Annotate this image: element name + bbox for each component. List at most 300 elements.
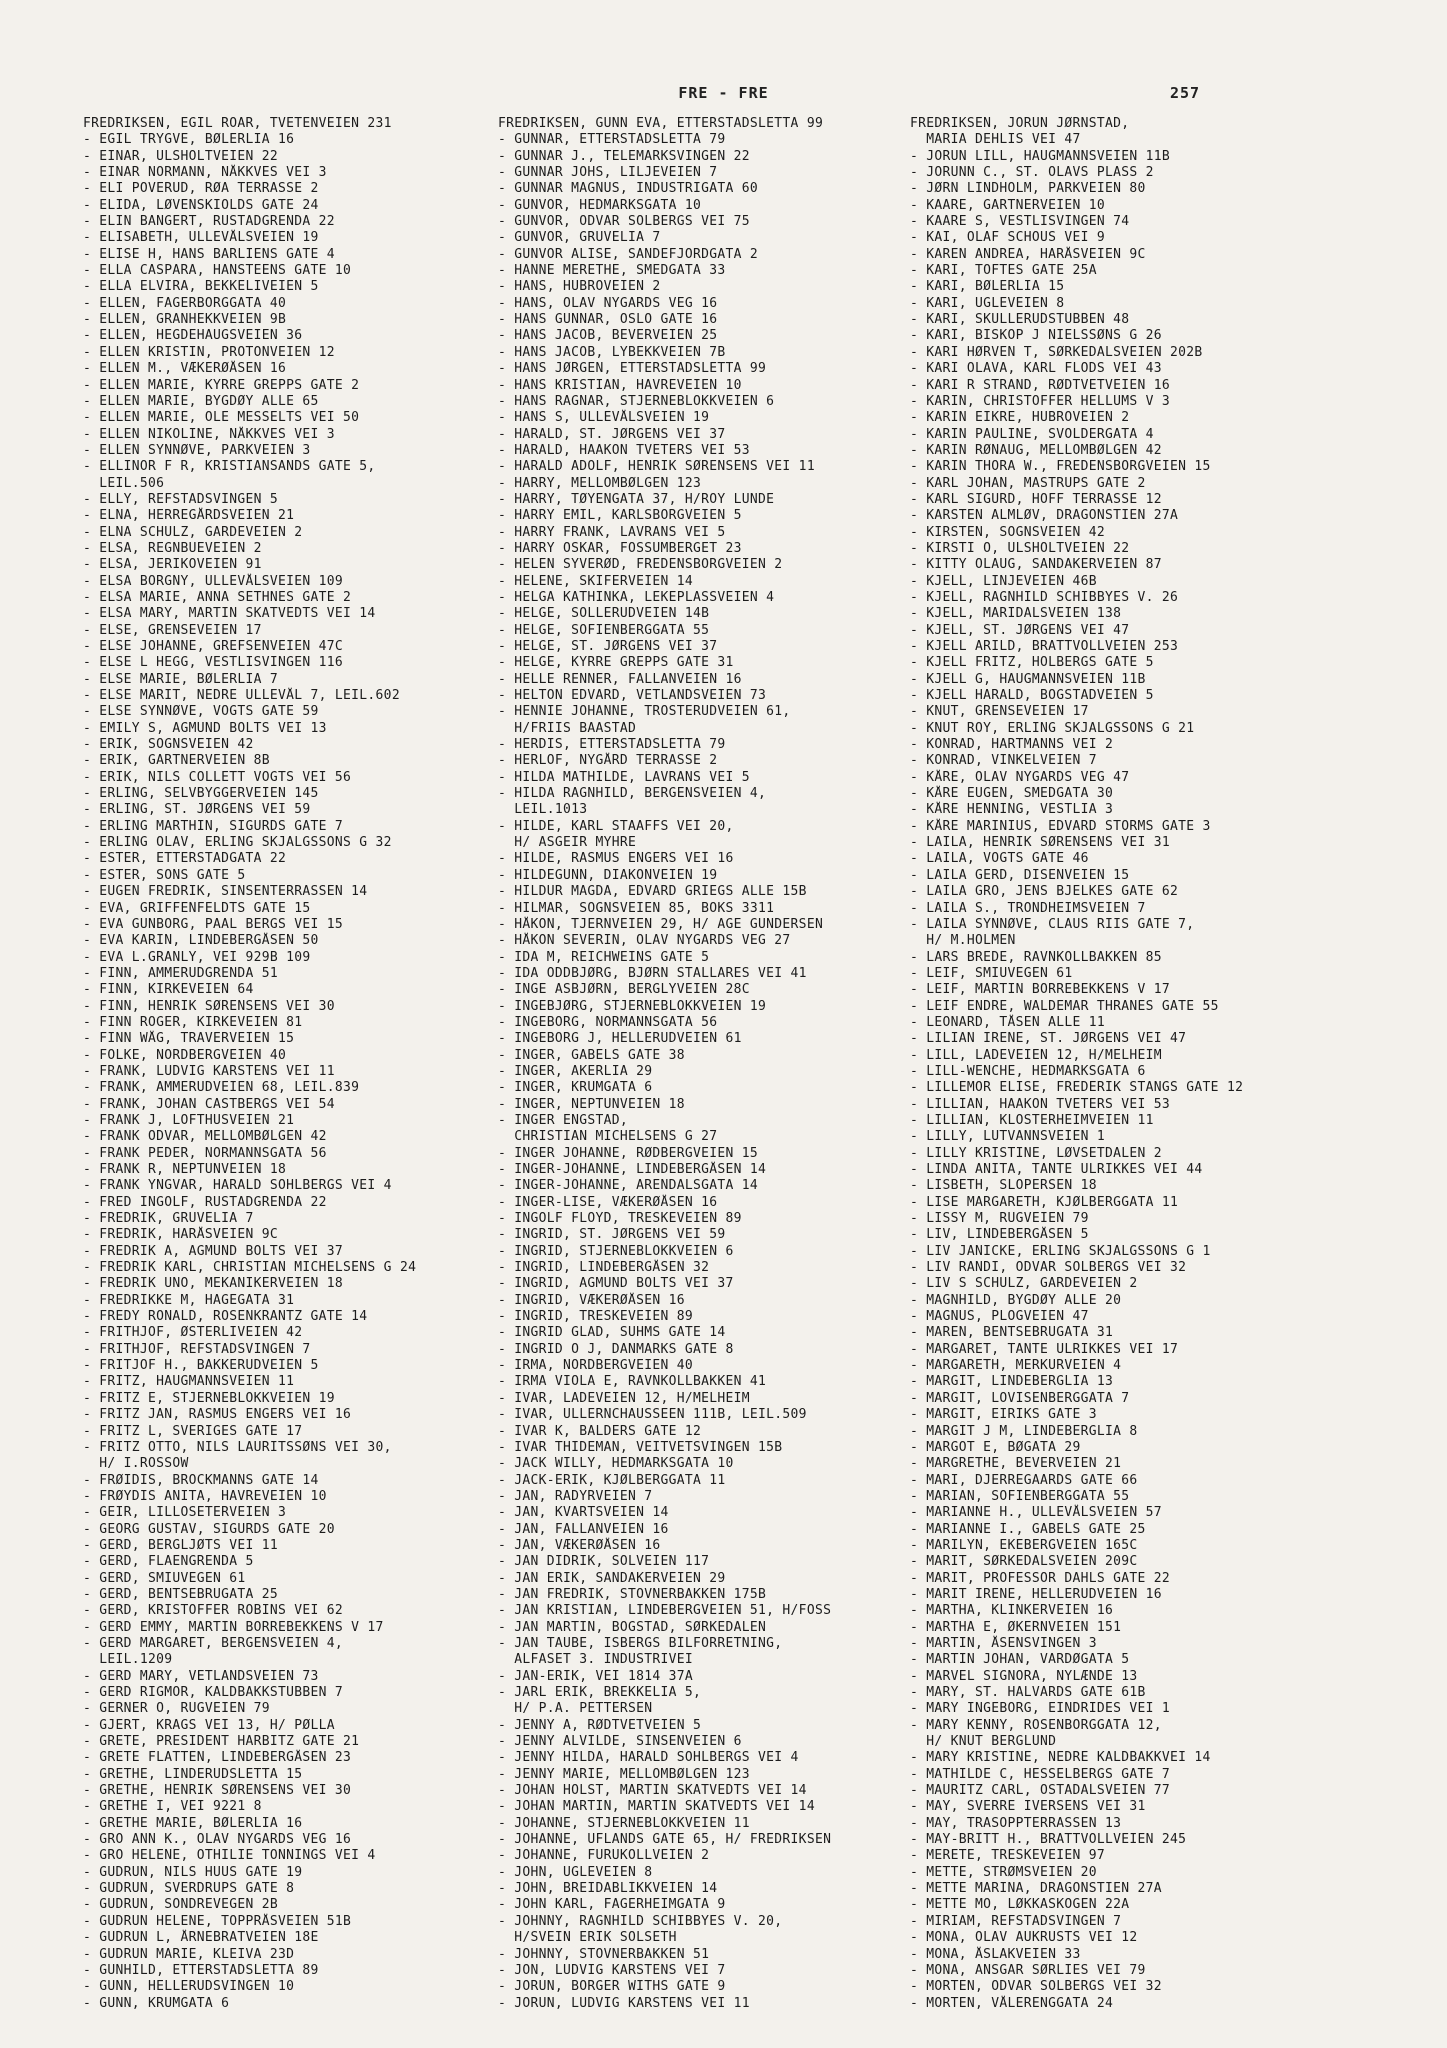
directory-entry: - EVA KARIN, LINDEBERGÅSEN 50 bbox=[83, 932, 319, 949]
directory-entry: - GUDRUN, SONDREVEGEN 2B bbox=[83, 1897, 279, 1913]
directory-entry: - METTE MO, LØKKASKOGEN 22A bbox=[910, 1897, 1130, 1913]
directory-entry: - KJELL, ST. JØRGENS VEI 47 bbox=[910, 622, 1130, 638]
directory-entry: - GUDRUN, SVERDRUPS GATE 8 bbox=[83, 1880, 295, 1897]
directory-entry: - JOHN KARL, FAGERHEIMGATA 9 bbox=[498, 1897, 726, 1913]
directory-entry: - FRANK R, NEPTUNVEIEN 18 bbox=[83, 1161, 287, 1178]
directory-entry: - FRANK, LUDVIG KARSTENS VEI 11 bbox=[83, 1063, 335, 1080]
directory-entry: - ERIK, NILS COLLETT VOGTS VEI 56 bbox=[83, 769, 352, 786]
directory-entry: - HERLOF, NYGÅRD TERRASSE 2 bbox=[498, 752, 718, 769]
directory-entry: - JOHAN MARTIN, MARTIN SKATVEDTS VEI 14 bbox=[498, 1798, 815, 1815]
directory-entry: - GRETHE, LINDERUDSLETTA 15 bbox=[83, 1766, 303, 1783]
directory-entry: - HELLE RENNER, FALLANVEIEN 16 bbox=[498, 671, 742, 688]
directory-entry: - ELLINOR F R, KRISTIANSANDS GATE 5, bbox=[83, 458, 376, 475]
directory-entry: - FREDRIKKE M, HAGEGATA 31 bbox=[83, 1292, 295, 1309]
directory-entry: - LINDA ANITA, TANTE ULRIKKES VEI 44 bbox=[910, 1161, 1203, 1178]
directory-entry: - MARIT IRENE, HELLERUDVEIEN 16 bbox=[910, 1586, 1162, 1603]
directory-entry: - FRITZ OTTO, NILS LAURITSSØNS VEI 30, bbox=[83, 1439, 392, 1456]
directory-entry: - HELGE, SOFIENBERGGATA 55 bbox=[498, 622, 710, 638]
directory-entry: - MONA, ÅSLAKVEIEN 33 bbox=[910, 1946, 1081, 1962]
directory-entry: - JORUN LILL, HAUGMANNSVEIEN 11B bbox=[910, 148, 1171, 165]
directory-entry: - JAN, KVARTSVEIEN 14 bbox=[498, 1504, 669, 1521]
directory-entry: - GEIR, LILLOSETERVEIEN 3 bbox=[83, 1504, 287, 1521]
directory-entry: - HELEN SYVERØD, FREDENSBORGVEIEN 2 bbox=[498, 556, 783, 573]
directory-entry: LEIL.1209 bbox=[83, 1651, 173, 1668]
directory-entry: - INGER-LISE, VÆKERØÅSEN 16 bbox=[498, 1194, 718, 1211]
directory-entry: - KARIN RØNAUG, MELLOMBØLGEN 42 bbox=[910, 442, 1162, 459]
directory-entry: - EMILY S, AGMUND BOLTS VEI 13 bbox=[83, 720, 327, 737]
directory-entry: - MARGARETH, MERKURVEIEN 4 bbox=[910, 1357, 1122, 1374]
directory-entry: - LILLIAN, HAAKON TVETERS VEI 53 bbox=[910, 1096, 1171, 1112]
directory-entry: - IVAR THIDEMAN, VEITVETSVINGEN 15B bbox=[498, 1439, 783, 1456]
directory-entry: - JORUN, BORGER WITHS GATE 9 bbox=[498, 1978, 726, 1995]
directory-entry: - MARTIN JOHAN, VARDØGATA 5 bbox=[910, 1651, 1130, 1668]
directory-entry: - FOLKE, NORDBERGVEIEN 40 bbox=[83, 1047, 287, 1063]
directory-entry: - JACK-ERIK, KJØLBERGGATA 11 bbox=[498, 1472, 726, 1488]
directory-entry: - HANS KRISTIAN, HAVREVEIEN 10 bbox=[498, 377, 742, 393]
directory-entry: - KITTY OLAUG, SANDAKERVEIEN 87 bbox=[910, 556, 1162, 573]
directory-entry: FREDRIKSEN, EGIL ROAR, TVETENVEIEN 231 bbox=[83, 115, 392, 132]
directory-entry: - HARRY OSKAR, FOSSUMBERGET 23 bbox=[498, 540, 742, 557]
directory-entry: - GERD, BENTSEBRUGATA 25 bbox=[83, 1586, 279, 1603]
directory-entry: - GERD, KRISTOFFER ROBINS VEI 62 bbox=[83, 1602, 344, 1619]
directory-entry: - HÅKON SEVERIN, OLAV NYGARDS VEG 27 bbox=[498, 932, 791, 949]
directory-entry: - FRØYDIS ANITA, HAVREVEIEN 10 bbox=[83, 1488, 327, 1505]
directory-entry: - KARI OLAVA, KARL FLODS VEI 43 bbox=[910, 360, 1162, 377]
directory-entry: - ELI POVERUD, RØA TERRASSE 2 bbox=[83, 180, 319, 197]
directory-entry: - KARIN EIKRE, HUBROVEIEN 2 bbox=[910, 409, 1130, 426]
directory-entry: FREDRIKSEN, GUNN EVA, ETTERSTADSLETTA 99 bbox=[498, 115, 824, 132]
directory-entry: - HANS JACOB, BEVERVEIEN 25 bbox=[498, 328, 718, 344]
directory-entry: - FRANK ODVAR, MELLOMBØLGEN 42 bbox=[83, 1128, 327, 1145]
directory-entry: - INGEBORG J, HELLERUDVEIEN 61 bbox=[498, 1030, 742, 1047]
directory-entry: - INGRID, VÆKERØÅSEN 16 bbox=[498, 1292, 685, 1309]
directory-entry: - GUDRUN MARIE, KLEIVA 23D bbox=[83, 1946, 295, 1962]
directory-entry: ALFASET 3. INDUSTRIVEI bbox=[498, 1651, 694, 1668]
directory-entry: - FRANK J, LOFTHUSVEIEN 21 bbox=[83, 1112, 295, 1129]
directory-entry: - KJELL FRITZ, HOLBERGS GATE 5 bbox=[910, 654, 1154, 671]
directory-entry: - FRITJOF H., BAKKERUDVEIEN 5 bbox=[83, 1357, 319, 1374]
directory-entry: - GUNN, HELLERUDSVINGEN 10 bbox=[83, 1978, 295, 1995]
directory-entry: - KARSTEN ALMLØV, DRAGONSTIEN 27A bbox=[910, 507, 1179, 524]
directory-entry: - HELGE, KYRRE GREPPS GATE 31 bbox=[498, 654, 734, 671]
directory-entry: - JAN TAUBE, ISBERGS BILFORRETNING, bbox=[498, 1635, 783, 1652]
directory-entry: - MORTEN, ODVAR SOLBERGS VEI 32 bbox=[910, 1978, 1162, 1995]
directory-entry: H/ P.A. PETTERSEN bbox=[498, 1700, 653, 1717]
directory-entry: - FRANK, AMMERUDVEIEN 68, LEIL.839 bbox=[83, 1079, 360, 1096]
directory-entry: - MARTIN, ÅSENSVINGEN 3 bbox=[910, 1635, 1097, 1652]
directory-entry: - HILDUR MAGDA, EDVARD GRIEGS ALLE 15B bbox=[498, 883, 807, 900]
directory-entry: - KJELL ARILD, BRATTVOLLVEIEN 253 bbox=[910, 638, 1179, 655]
directory-entry: - KNUT ROY, ERLING SKJALGSSONS G 21 bbox=[910, 720, 1195, 737]
directory-entry: - JAN MARTIN, BOGSTAD, SØRKEDALEN bbox=[498, 1619, 767, 1635]
directory-entry: - EVA, GRIFFENFELDTS GATE 15 bbox=[83, 900, 311, 916]
directory-entry: - KJELL, RAGNHILD SCHIBBYES V. 26 bbox=[910, 589, 1179, 606]
directory-entry: - MARGIT, LOVISENBERGGATA 7 bbox=[910, 1390, 1130, 1407]
directory-entry: - MAY, TRASOPPTERRASSEN 13 bbox=[910, 1815, 1122, 1832]
directory-entry: - ERIK, GARTNERVEIEN 8B bbox=[83, 752, 270, 769]
directory-entry: - JACK WILLY, HEDMARKSGATA 10 bbox=[498, 1455, 734, 1472]
directory-entry: - GUNHILD, ETTERSTADSLETTA 89 bbox=[83, 1962, 319, 1979]
directory-entry: - ELLEN MARIE, KYRRE GREPPS GATE 2 bbox=[83, 377, 360, 393]
directory-entry: - FINN, HENRIK SØRENSENS VEI 30 bbox=[83, 998, 335, 1014]
directory-entry: - JAN, RADYRVEIEN 7 bbox=[498, 1488, 653, 1505]
directory-entry: - GRO HELENE, OTHILIE TONNINGS VEI 4 bbox=[83, 1848, 376, 1864]
directory-entry: - ELLEN M., VÆKERØÅSEN 16 bbox=[83, 360, 287, 377]
directory-entry: - GERD EMMY, MARTIN BORREBEKKENS V 17 bbox=[83, 1619, 384, 1635]
directory-entry: - HARRY, MELLOMBØLGEN 123 bbox=[498, 475, 702, 491]
directory-entry: - ELSE MARIE, BØLERLIA 7 bbox=[83, 671, 279, 688]
directory-entry: - FRANK, JOHAN CASTBERGS VEI 54 bbox=[83, 1096, 335, 1112]
directory-entry: - FRITHJOF, ØSTERLIVEIEN 42 bbox=[83, 1325, 303, 1341]
directory-entry: - KJELL, LINJEVEIEN 46B bbox=[910, 573, 1097, 589]
directory-entry: - MARGARET, TANTE ULRIKKES VEI 17 bbox=[910, 1341, 1179, 1358]
directory-entry: - MARY KENNY, ROSENBORGGATA 12, bbox=[910, 1717, 1162, 1734]
directory-entry: - GUDRUN L, ÅRNEBRATVEIEN 18E bbox=[83, 1929, 319, 1946]
directory-entry: - INGOLF FLOYD, TRESKEVEIEN 89 bbox=[498, 1210, 742, 1227]
directory-entry: - GUNNAR J., TELEMARKSVINGEN 22 bbox=[498, 148, 750, 165]
directory-entry: - LIV JANICKE, ERLING SKJALGSSONS G 1 bbox=[910, 1243, 1211, 1260]
directory-entry: - INGER-JOHANNE, LINDEBERGÅSEN 14 bbox=[498, 1161, 767, 1178]
directory-entry: - ERLING, ST. JØRGENS VEI 59 bbox=[83, 802, 311, 818]
directory-entry: - GERD RIGMOR, KALDBAKKSTUBBEN 7 bbox=[83, 1684, 344, 1701]
directory-entry: - HILDE, KARL STAAFFS VEI 20, bbox=[498, 818, 734, 835]
directory-entry: - INGRID, ST. JØRGENS VEI 59 bbox=[498, 1226, 726, 1243]
directory-entry: - MARTHA E, ØKERNVEIEN 151 bbox=[910, 1619, 1122, 1635]
directory-entry: - EINAR, ULSHOLTVEIEN 22 bbox=[83, 148, 279, 165]
directory-entry: - LEIF, SMIUVEGEN 61 bbox=[910, 965, 1073, 982]
directory-entry: - KAREN ANDREA, HARÅSVEIEN 9C bbox=[910, 246, 1146, 263]
directory-entry: H/ ASGEIR MYHRE bbox=[498, 834, 637, 851]
directory-entry: - FRITHJOF, REFSTADSVINGEN 7 bbox=[83, 1341, 311, 1358]
directory-entry: - KARIN THORA W., FREDENSBORGVEIEN 15 bbox=[910, 458, 1211, 475]
directory-entry: - GEORG GUSTAV, SIGURDS GATE 20 bbox=[83, 1521, 335, 1537]
directory-entry: - FRØIDIS, BROCKMANNS GATE 14 bbox=[83, 1472, 319, 1488]
directory-entry: - ELSE JOHANNE, GREFSENVEIEN 47C bbox=[83, 638, 344, 655]
directory-entry: - HARRY EMIL, KARLSBORGVEIEN 5 bbox=[498, 507, 742, 524]
directory-entry: - LAILA SYNNØVE, CLAUS RIIS GATE 7, bbox=[910, 916, 1195, 933]
directory-entry: - ESTER, ETTERSTADGATA 22 bbox=[83, 851, 287, 867]
directory-entry: - ELSE, GRENSEVEIEN 17 bbox=[83, 622, 262, 638]
directory-entry: - LIV, LINDEBERGÅSEN 5 bbox=[910, 1226, 1089, 1243]
directory-entry: - INGRID, LINDEBERGÅSEN 32 bbox=[498, 1259, 710, 1276]
directory-entry: - JOHANNE, STJERNEBLOKKVEIEN 11 bbox=[498, 1815, 750, 1832]
directory-entry: - LAILA GERD, DISENVEIEN 15 bbox=[910, 867, 1130, 884]
directory-entry: - MARIANNE H., ULLEVÅLSVEIEN 57 bbox=[910, 1504, 1162, 1521]
directory-entry: - HILDA RAGNHILD, BERGENSVEIEN 4, bbox=[498, 785, 767, 802]
directory-entry: - GRO ANN K., OLAV NYGARDS VEG 16 bbox=[83, 1831, 352, 1848]
directory-entry: - FRITZ JAN, RASMUS ENGERS VEI 16 bbox=[83, 1406, 352, 1423]
directory-entry: - HELTON EDVARD, VETLANDSVEIEN 73 bbox=[498, 687, 767, 704]
directory-entry: - IDA ODDBJØRG, BJØRN STALLARES VEI 41 bbox=[498, 965, 807, 982]
directory-entry: - HELGE, ST. JØRGENS VEI 37 bbox=[498, 638, 718, 655]
directory-entry: - GUDRUN, NILS HUUS GATE 19 bbox=[83, 1864, 303, 1881]
directory-entry: - ELLEN SYNNØVE, PARKVEIEN 3 bbox=[83, 442, 311, 459]
directory-entry: - FINN ROGER, KIRKEVEIEN 81 bbox=[83, 1014, 303, 1031]
directory-entry: - LIV S SCHULZ, GARDEVEIEN 2 bbox=[910, 1275, 1138, 1292]
directory-entry: - MORTEN, VÅLERENGGATA 24 bbox=[910, 1995, 1114, 2011]
directory-entry: - LISE MARGARETH, KJØLBERGGATA 11 bbox=[910, 1194, 1179, 1211]
directory-entry: - EUGEN FREDRIK, SINSENTERRASSEN 14 bbox=[83, 883, 368, 900]
directory-entry: - INGRID, AGMUND BOLTS VEI 37 bbox=[498, 1275, 734, 1292]
directory-entry: - GUDRUN HELENE, TOPPRÅSVEIEN 51B bbox=[83, 1913, 352, 1930]
directory-entry: - MARI, DJERREGAARDS GATE 66 bbox=[910, 1472, 1138, 1488]
directory-entry: - LILLY KRISTINE, LØVSETDALEN 2 bbox=[910, 1145, 1162, 1161]
directory-entry: - HELENE, SKIFERVEIEN 14 bbox=[498, 573, 694, 589]
directory-entry: - JORUN, LUDVIG KARSTENS VEI 11 bbox=[498, 1995, 750, 2011]
directory-entry: - HÅKON, TJERNVEIEN 29, H/ AGE GUNDERSEN bbox=[498, 916, 824, 933]
directory-entry: - HILDEGUNN, DIAKONVEIEN 19 bbox=[498, 867, 718, 884]
directory-entry: - MARVEL SIGNORA, NYLÆNDE 13 bbox=[910, 1668, 1138, 1684]
directory-entry: - HARRY, TØYENGATA 37, H/ROY LUNDE bbox=[498, 491, 775, 508]
directory-entry: - KÅRE EUGEN, SMEDGATA 30 bbox=[910, 785, 1114, 802]
directory-entry: - GUNVOR ALISE, SANDEFJORDGATA 2 bbox=[498, 246, 759, 263]
directory-entry: - IDA M, REICHWEINS GATE 5 bbox=[498, 949, 710, 965]
directory-entry: - JENNY HILDA, HARALD SOHLBERGS VEI 4 bbox=[498, 1749, 799, 1766]
directory-entry: - FREDY RONALD, ROSENKRANTZ GATE 14 bbox=[83, 1308, 368, 1325]
directory-entry: - MARTHA, KLINKERVEIEN 16 bbox=[910, 1602, 1114, 1619]
directory-entry: - HANS, HUBROVEIEN 2 bbox=[498, 279, 661, 295]
directory-column-3 bbox=[910, 116, 1320, 2012]
directory-entry: - ELNA SCHULZ, GARDEVEIEN 2 bbox=[83, 524, 303, 540]
directory-entry: - FREDRIK A, AGMUND BOLTS VEI 37 bbox=[83, 1243, 344, 1260]
directory-entry: - FINN, AMMERUDGRENDA 51 bbox=[83, 965, 279, 982]
directory-entry: - MONA, ANSGAR SØRLIES VEI 79 bbox=[910, 1962, 1146, 1979]
directory-entry: - MARY KRISTINE, NEDRE KALDBAKKVEI 14 bbox=[910, 1749, 1211, 1766]
directory-entry: - LAILA, HENRIK SØRENSENS VEI 31 bbox=[910, 834, 1171, 851]
directory-entry: H/SVEIN ERIK SOLSETH bbox=[498, 1929, 677, 1946]
directory-entry: - ELSA BORGNY, ULLEVÅLSVEIEN 109 bbox=[83, 573, 344, 589]
directory-entry: - LAILA, VOGTS GATE 46 bbox=[910, 851, 1089, 867]
directory-entry: - ELLY, REFSTADSVINGEN 5 bbox=[83, 491, 279, 508]
directory-entry: - KARI, SKULLERUDSTUBBEN 48 bbox=[910, 311, 1130, 328]
directory-entry: - KARL JOHAN, MASTRUPS GATE 2 bbox=[910, 475, 1146, 491]
directory-entry: - INGRID, STJERNEBLOKKVEIEN 6 bbox=[498, 1243, 734, 1260]
directory-entry: - KIRSTI O, ULSHOLTVEIEN 22 bbox=[910, 540, 1130, 557]
directory-entry: - LARS BREDE, RAVNKOLLBAKKEN 85 bbox=[910, 949, 1162, 965]
directory-entry: - FINN WÅG, TRAVERVEIEN 15 bbox=[83, 1030, 295, 1047]
directory-entry: - KJELL G, HAUGMANNSVEIEN 11B bbox=[910, 671, 1146, 688]
directory-entry: - METTE, STRØMSVEIEN 20 bbox=[910, 1864, 1097, 1881]
directory-entry: - LAILA S., TRONDHEIMSVEIEN 7 bbox=[910, 900, 1146, 916]
directory-entry: - ERIK, SOGNSVEIEN 42 bbox=[83, 736, 254, 753]
directory-entry: - ELSA MARIE, ANNA SETHNES GATE 2 bbox=[83, 589, 352, 606]
directory-entry: - HANS S, ULLEVÅLSVEIEN 19 bbox=[498, 409, 710, 426]
directory-entry: - LIV RANDI, ODVAR SOLBERGS VEI 32 bbox=[910, 1259, 1187, 1276]
directory-entry: - JOHNNY, STOVNERBAKKEN 51 bbox=[498, 1946, 710, 1962]
directory-entry: - MARGIT, LINDEBERGLIA 13 bbox=[910, 1374, 1114, 1390]
directory-entry: - JENNY A, RØDTVETVEIEN 5 bbox=[498, 1717, 702, 1734]
directory-entry: - KONRAD, HARTMANNS VEI 2 bbox=[910, 736, 1114, 753]
directory-entry: - JAN, FALLANVEIEN 16 bbox=[498, 1521, 669, 1537]
directory-entry: - LEONARD, TÅSEN ALLE 11 bbox=[910, 1014, 1106, 1031]
directory-entry: - ELSE SYNNØVE, VOGTS GATE 59 bbox=[83, 703, 319, 720]
directory-entry: - IRMA VIOLA E, RAVNKOLLBAKKEN 41 bbox=[498, 1374, 767, 1390]
directory-entry: - JENNY ALVILDE, SINSENVEIEN 6 bbox=[498, 1733, 742, 1750]
directory-entry: - JOHN, BREIDABLIKKVEIEN 14 bbox=[498, 1880, 718, 1897]
directory-entry: - MAGNHILD, BYGDØY ALLE 20 bbox=[910, 1292, 1122, 1309]
directory-entry: - KNUT, GRENSEVEIEN 17 bbox=[910, 703, 1089, 720]
directory-entry: - IRMA, NORDBERGVEIEN 40 bbox=[498, 1357, 694, 1374]
directory-entry: - KAARE, GARTNERVEIEN 10 bbox=[910, 197, 1106, 214]
directory-entry: - HERDIS, ETTERSTADSLETTA 79 bbox=[498, 736, 726, 753]
directory-entry: - ELIDA, LØVENSKIOLDS GATE 24 bbox=[83, 197, 319, 214]
directory-entry: - MIRIAM, REFSTADSVINGEN 7 bbox=[910, 1913, 1122, 1930]
directory-entry: - JAN-ERIK, VEI 1814 37A bbox=[498, 1668, 694, 1684]
directory-entry: - INGER, KRUMGATA 6 bbox=[498, 1079, 653, 1096]
directory-entry: - GUNN, KRUMGATA 6 bbox=[83, 1995, 230, 2011]
directory-column-1 bbox=[83, 116, 493, 2012]
directory-entry: - INGRID O J, DANMARKS GATE 8 bbox=[498, 1341, 734, 1358]
directory-entry: - INGRID, TRESKEVEIEN 89 bbox=[498, 1308, 694, 1325]
directory-entry: - ERLING, SELVBYGGERVEIEN 145 bbox=[83, 785, 319, 802]
directory-entry: - JON, LUDVIG KARSTENS VEI 7 bbox=[498, 1962, 726, 1979]
directory-entry: - ELLEN, HEGDEHAUGSVEIEN 36 bbox=[83, 328, 303, 344]
directory-entry: - MARGRETHE, BEVERVEIEN 21 bbox=[910, 1455, 1122, 1472]
directory-entry: - INGER JOHANNE, RØDBERGVEIEN 15 bbox=[498, 1145, 759, 1161]
directory-entry: - MAURITZ CARL, OSTADALSVEIEN 77 bbox=[910, 1782, 1171, 1799]
directory-entry: - LILL, LADEVEIEN 12, H/MELHEIM bbox=[910, 1047, 1162, 1063]
directory-entry: - GRETHE MARIE, BØLERLIA 16 bbox=[83, 1815, 303, 1832]
directory-entry: - JOHN, UGLEVEIEN 8 bbox=[498, 1864, 653, 1881]
directory-entry: - ERLING MARTHIN, SIGURDS GATE 7 bbox=[83, 818, 344, 835]
directory-entry: LEIL.1013 bbox=[498, 802, 588, 818]
directory-entry: - JØRN LINDHOLM, PARKVEIEN 80 bbox=[910, 180, 1146, 197]
directory-entry: - EVA L.GRANLY, VEI 929B 109 bbox=[83, 949, 311, 965]
directory-entry: - LAILA GRO, JENS BJELKES GATE 62 bbox=[910, 883, 1179, 900]
directory-entry: - MARIT, SØRKEDALSVEIEN 209C bbox=[910, 1553, 1138, 1570]
directory-entry: - GUNNAR JOHS, LILJEVEIEN 7 bbox=[498, 164, 718, 181]
directory-entry: - INGRID GLAD, SUHMS GATE 14 bbox=[498, 1325, 726, 1341]
directory-entry: - IVAR, ULLERNCHAUSSEEN 111B, LEIL.509 bbox=[498, 1406, 807, 1423]
directory-entry: - HANS, OLAV NYGARDS VEG 16 bbox=[498, 295, 718, 312]
directory-entry: - JOHANNE, FURUKOLLVEIEN 2 bbox=[498, 1848, 710, 1864]
directory-entry: - FRANK PEDER, NORMANNSGATA 56 bbox=[83, 1145, 327, 1161]
directory-entry: - GRETHE I, VEI 9221 8 bbox=[83, 1798, 262, 1815]
directory-entry: - ELLA ELVIRA, BEKKELIVEIEN 5 bbox=[83, 279, 319, 295]
directory-entry: - FREDRIK UNO, MEKANIKERVEIEN 18 bbox=[83, 1275, 344, 1292]
page-number: 257 bbox=[1170, 84, 1201, 102]
directory-entry: - ELLEN MARIE, BYGDØY ALLE 65 bbox=[83, 393, 319, 410]
directory-entry: - MAREN, BENTSEBRUGATA 31 bbox=[910, 1325, 1114, 1341]
directory-entry: - JAN DIDRIK, SOLVEIEN 117 bbox=[498, 1553, 710, 1570]
directory-entry: - FRED INGOLF, RUSTADGRENDA 22 bbox=[83, 1194, 327, 1211]
directory-entry: - HILDA MATHILDE, LAVRANS VEI 5 bbox=[498, 769, 750, 786]
directory-entry: - JORUNN C., ST. OLAVS PLASS 2 bbox=[910, 164, 1154, 181]
directory-entry: - GUNNAR MAGNUS, INDUSTRIGATA 60 bbox=[498, 180, 759, 197]
directory-entry: - KJELL, MARIDALSVEIEN 138 bbox=[910, 605, 1122, 622]
directory-entry: - KÅRE, OLAV NYGARDS VEG 47 bbox=[910, 769, 1130, 786]
directory-entry: FREDRIKSEN, JORUN JØRNSTAD, bbox=[910, 115, 1130, 132]
directory-entry: - GUNVOR, GRUVELIA 7 bbox=[498, 229, 661, 246]
directory-entry: - KARI, BISKOP J NIELSSØNS G 26 bbox=[910, 328, 1162, 344]
directory-entry: - KARIN PAULINE, SVOLDERGATA 4 bbox=[910, 426, 1154, 442]
directory-entry: - HILMAR, SOGNSVEIEN 85, BOKS 3311 bbox=[498, 900, 775, 916]
directory-entry: - JOHNNY, RAGNHILD SCHIBBYES V. 20, bbox=[498, 1913, 783, 1930]
directory-entry: - KÅRE MARINIUS, EDVARD STORMS GATE 3 bbox=[910, 818, 1211, 835]
directory-entry: - MARIANNE I., GABELS GATE 25 bbox=[910, 1521, 1146, 1537]
directory-entry: - ELNA, HERREGÅRDSVEIEN 21 bbox=[83, 507, 295, 524]
directory-entry: - GERD, BERGLJØTS VEI 11 bbox=[83, 1537, 279, 1554]
directory-entry: - INGEBORG, NORMANNSGATA 56 bbox=[498, 1014, 718, 1031]
directory-entry: - METTE MARINA, DRAGONSTIEN 27A bbox=[910, 1880, 1162, 1897]
directory-entry: - IVAR, LADEVEIEN 12, H/MELHEIM bbox=[498, 1390, 750, 1407]
directory-entry: - ERLING OLAV, ERLING SKJALGSSONS G 32 bbox=[83, 834, 392, 851]
directory-entry: - HANS GUNNAR, OSLO GATE 16 bbox=[498, 311, 718, 328]
directory-entry: - KARL SIGURD, HOFF TERRASSE 12 bbox=[910, 491, 1162, 508]
directory-entry: - MARGIT J M, LINDEBERGLIA 8 bbox=[910, 1423, 1138, 1439]
directory-entry: - MATHILDE C, HESSELBERGS GATE 7 bbox=[910, 1766, 1171, 1783]
directory-entry: - MAY, SVERRE IVERSENS VEI 31 bbox=[910, 1798, 1146, 1815]
directory-entry: - GUNNAR, ETTERSTADSLETTA 79 bbox=[498, 131, 726, 148]
directory-entry: - MARY INGEBORG, EINDRIDES VEI 1 bbox=[910, 1700, 1171, 1717]
directory-entry: - HANNE MERETHE, SMEDGATA 33 bbox=[498, 262, 726, 279]
directory-entry: - ELLA CASPARA, HANSTEENS GATE 10 bbox=[83, 262, 352, 279]
directory-entry: - ESTER, SONS GATE 5 bbox=[83, 867, 246, 884]
directory-entry: CHRISTIAN MICHELSENS G 27 bbox=[498, 1128, 718, 1145]
directory-entry: - ELLEN KRISTIN, PROTONVEIEN 12 bbox=[83, 344, 335, 361]
directory-entry: - KIRSTEN, SOGNSVEIEN 42 bbox=[910, 524, 1106, 540]
directory-entry: - ELISE H, HANS BARLIENS GATE 4 bbox=[83, 246, 335, 263]
directory-entry: - MAGNUS, PLOGVEIEN 47 bbox=[910, 1308, 1089, 1325]
directory-entry: H/FRIIS BAASTAD bbox=[498, 720, 637, 737]
directory-entry: - HANS JØRGEN, ETTERSTADSLETTA 99 bbox=[498, 360, 767, 377]
directory-entry: - KARIN, CHRISTOFFER HELLUMS V 3 bbox=[910, 393, 1171, 410]
directory-entry: - LEIF, MARTIN BORREBEKKENS V 17 bbox=[910, 981, 1171, 998]
directory-entry: - JOHANNE, UFLANDS GATE 65, H/ FREDRIKSEN bbox=[498, 1831, 832, 1848]
directory-entry: MARIA DEHLIS VEI 47 bbox=[910, 131, 1081, 148]
page-title: FRE - FRE bbox=[678, 84, 769, 102]
directory-entry: - MARIT, PROFESSOR DAHLS GATE 22 bbox=[910, 1570, 1171, 1586]
directory-entry: - ELISABETH, ULLEVÅLSVEIEN 19 bbox=[83, 229, 319, 246]
directory-entry: - ELLEN, FAGERBORGGATA 40 bbox=[83, 295, 287, 312]
directory-entry: - KARI, TOFTES GATE 25A bbox=[910, 262, 1097, 279]
directory-entry: H/ KNUT BERGLUND bbox=[910, 1733, 1057, 1750]
directory-entry: - GERNER O, RUGVEIEN 79 bbox=[83, 1700, 270, 1717]
directory-entry: - ELLEN, GRANHEKKVEIEN 9B bbox=[83, 311, 287, 328]
directory-entry: - ELSA MARY, MARTIN SKATVEDTS VEI 14 bbox=[83, 605, 376, 622]
directory-entry: - FRITZ E, STJERNEBLOKKVEIEN 19 bbox=[83, 1390, 335, 1407]
directory-entry: - FREDRIK, HARÅSVEIEN 9C bbox=[83, 1226, 279, 1243]
directory-entry: - MARIAN, SOFIENBERGGATA 55 bbox=[910, 1488, 1130, 1505]
directory-entry: - GUNVOR, HEDMARKSGATA 10 bbox=[498, 197, 702, 214]
directory-entry: - MERETE, TRESKEVEIEN 97 bbox=[910, 1848, 1106, 1864]
directory-entry: - LISBETH, SLOPERSEN 18 bbox=[910, 1177, 1097, 1194]
directory-entry: - LISSY M, RUGVEIEN 79 bbox=[910, 1210, 1089, 1227]
directory-entry: - MARGIT, EIRIKS GATE 3 bbox=[910, 1406, 1097, 1423]
directory-entry: - KONRAD, VINKELVEIEN 7 bbox=[910, 752, 1097, 769]
directory-entry: - HANS RAGNAR, STJERNEBLOKKVEIEN 6 bbox=[498, 393, 775, 410]
directory-entry: - EGIL TRYGVE, BØLERLIA 16 bbox=[83, 131, 295, 148]
directory-entry: - LILIAN IRENE, ST. JØRGENS VEI 47 bbox=[910, 1030, 1187, 1047]
directory-entry: - INGER ENGSTAD, bbox=[498, 1112, 629, 1129]
directory-entry: - KARI HØRVEN T, SØRKEDALSVEIEN 202B bbox=[910, 344, 1203, 361]
directory-entry: - HARALD ADOLF, HENRIK SØRENSENS VEI 11 bbox=[498, 458, 815, 475]
directory-entry: - LILLEMOR ELISE, FREDERIK STANGS GATE 12 bbox=[910, 1079, 1244, 1096]
directory-entry: - HELGE, SOLLERUDVEIEN 14B bbox=[498, 605, 710, 622]
directory-entry: - INGER, GABELS GATE 38 bbox=[498, 1047, 685, 1063]
directory-entry: - MARY, ST. HALVARDS GATE 61B bbox=[910, 1684, 1146, 1701]
directory-entry: - KÅRE HENNING, VESTLIA 3 bbox=[910, 802, 1114, 818]
directory-entry: - HELGA KATHINKA, LEKEPLASSVEIEN 4 bbox=[498, 589, 775, 606]
directory-entry: - HARRY FRANK, LAVRANS VEI 5 bbox=[498, 524, 726, 540]
directory-entry: H/ M.HOLMEN bbox=[910, 932, 1016, 949]
directory-entry: - ELSA, REGNBUEVEIEN 2 bbox=[83, 540, 262, 557]
directory-entry: - GRETE, PRESIDENT HARBITZ GATE 21 bbox=[83, 1733, 360, 1750]
directory-entry: - KAI, OLAF SCHOUS VEI 9 bbox=[910, 229, 1106, 246]
directory-entry: - JAN KRISTIAN, LINDEBERGVEIEN 51, H/FOSS bbox=[498, 1602, 832, 1619]
directory-entry: - FRANK YNGVAR, HARALD SOHLBERGS VEI 4 bbox=[83, 1177, 392, 1194]
directory-entry: - ELSE L HEGG, VESTLISVINGEN 116 bbox=[83, 654, 344, 671]
